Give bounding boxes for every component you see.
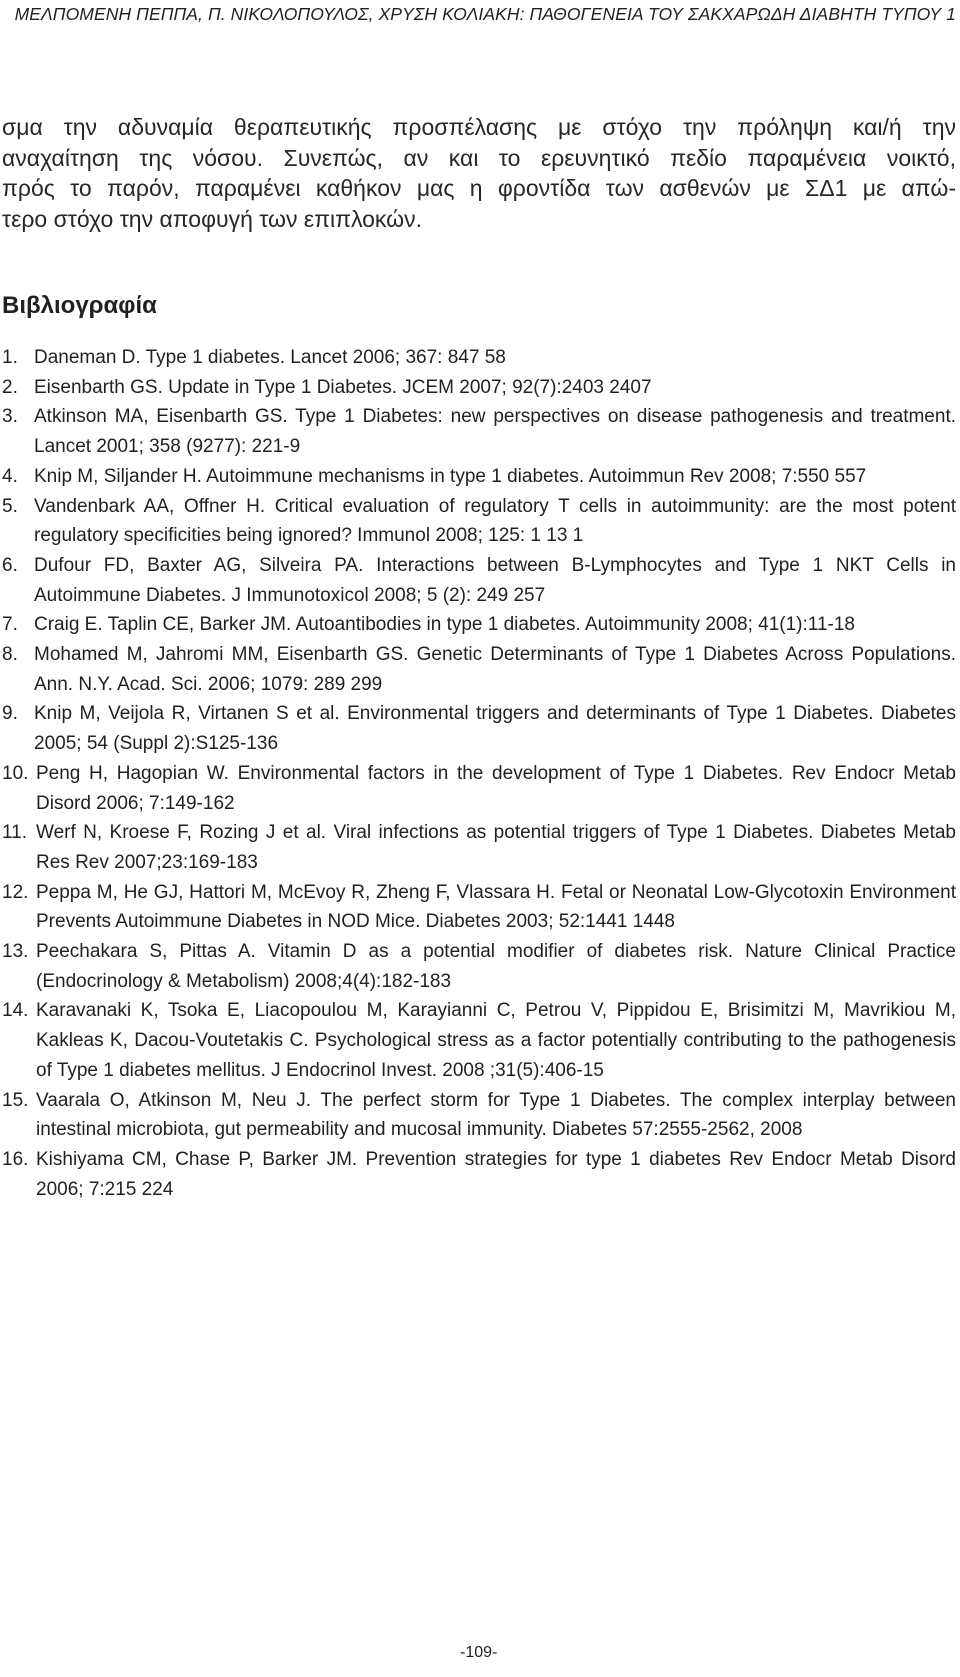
reference-item xyxy=(2,343,956,373)
intro-line: σμα την αδυναμία θεραπευτικής προσπέλασης με στόχο την πρόληψη και/ή την xyxy=(2,114,956,140)
reference-text: Craig E. Taplin CE, Barker JM. Autoantibodies in type 1 diabetes. Autoimmunity 2008; 41(1):11-18 xyxy=(34,614,855,636)
reference-text: Vaarala O, Atkinson M, Neu J. The perfect storm for Type 1 Diabetes. The complex interplay between intestinal microbiota, gut permeability and mucosal immunity. Diabetes 57:2555-2562, 2008 xyxy=(36,1089,956,1141)
reference-text: Karavanaki K, Tsoka E, Liacopoulou M, Karayianni C, Petrou V, Pippidou E, Brisimitzi M, Mavrikiou M, Kakleas K, Dacou-Voutetakis C. Psychological stress as a factor potentially contributing to the pathogenesis of Type 1 diabetes mellitus. J Endocrinol Invest. 2008 ;31(5):406-15 xyxy=(36,1000,956,1081)
reference-text: Vandenbark AA, Offner H. Critical evaluation of regulatory T cells in autoimmunity: are the most potent regulatory specificities being ignored? Immunol 2008; 125: 1 13 1 xyxy=(34,495,956,547)
reference-item xyxy=(2,610,956,640)
reference-number: 11. xyxy=(2,822,28,844)
intro-line: πρός το παρόν, παραμένει καθήκον μας η φροντίδα των ασθενών με ΣΔ1 με απώ- xyxy=(2,175,956,202)
reference-item xyxy=(2,1086,956,1145)
reference-number: 10. xyxy=(2,762,29,784)
reference-text: Peng H, Hagopian W. Environmental factors in the development of Type 1 Diabetes. Rev Endocr Metab Disord 2006; 7:149-162 xyxy=(36,762,956,814)
reference-number: 1. xyxy=(2,347,18,368)
reference-number: 9. xyxy=(2,703,18,725)
intro-line: τερο στόχο την αποφυγή των επιπλοκών. xyxy=(2,205,422,232)
reference-number: 16. xyxy=(2,1148,29,1170)
page-number: -109- xyxy=(460,1644,498,1661)
reference-number: 12. xyxy=(2,881,29,903)
reference-list xyxy=(2,343,956,1204)
reference-item xyxy=(2,878,956,937)
reference-number: 2. xyxy=(2,376,18,398)
reference-item xyxy=(2,1145,956,1204)
reference-number: 13. xyxy=(2,941,29,963)
reference-number: 15. xyxy=(2,1089,29,1111)
reference-item xyxy=(2,937,956,996)
reference-item xyxy=(2,492,956,551)
reference-text: Mohamed M, Jahromi MM, Eisenbarth GS. Genetic Determinants of Type 1 Diabetes Across Populations. Ann. N.Y. Acad. Sci. 2006; 1079: 289 299 xyxy=(34,644,956,695)
reference-text: Eisenbarth GS. Update in Type 1 Diabetes. JCEM 2007; 92(7):2403 2407 xyxy=(34,376,652,398)
intro-paragraph xyxy=(2,112,956,234)
reference-item xyxy=(2,402,956,461)
reference-text: Daneman D. Type 1 diabetes. Lancet 2006; 367: 847 58 xyxy=(34,347,506,368)
reference-item xyxy=(2,373,956,403)
reference-item xyxy=(2,640,956,699)
reference-text: Dufour FD, Baxter AG, Silveira PA. Interactions between B-Lymphocytes and Type 1 NKT Cells in Autoimmune Diabetes. J Immunotoxicol 2008; 5 (2): 249 257 xyxy=(34,554,956,606)
reference-item xyxy=(2,699,956,758)
reference-item xyxy=(2,759,956,818)
running-head: ΜΕΛΠΟΜΕΝΗ ΠΕΠΠΑ, Π. ΝΙΚΟΛΟΠΟΥΛΟΣ, ΧΡΥΣΗ ΚΟΛΙΑΚΗ: ΠΑΘΟΓΕΝΕΙΑ ΤΟΥ ΣΑΚΧΑΡΩΔΗ ΔΙΑΒΗΤΗ ΤΥΠΟΥ 1 xyxy=(14,4,956,24)
reference-text: Knip M, Siljander H. Autoimmune mechanisms in type 1 diabetes. Autoimmun Rev 2008; 7:550 557 xyxy=(34,465,867,487)
reference-number: 4. xyxy=(2,465,18,487)
section-title-bibliography: Βιβλιογραφία xyxy=(2,292,157,319)
intro-line: αναχαίτηση της νόσου. Συνεπώς, αν και το ερευνητικό πεδίο παραμένεια νοικτό, xyxy=(2,144,956,171)
reference-text: Peppa M, He GJ, Hattori M, McEvoy R, Zheng F, Vlassara H. Fetal or Neonatal Low-Glycotoxin Environment Prevents Autoimmune Diabetes in NOD Mice. Diabetes 2003; 52:1441 1448 xyxy=(36,881,956,933)
reference-text: Peechakara S, Pittas A. Vitamin D as a potential modifier of diabetes risk. Nature Clinical Practice (Endocrinology & Metabolism) 2008;4(4):182-183 xyxy=(36,941,956,992)
reference-text: Knip M, Veijola R, Virtanen S et al. Environmental triggers and determinants of Type 1 Diabetes. Diabetes 2005; 54 (Suppl 2):S125-136 xyxy=(34,703,956,755)
reference-number: 6. xyxy=(2,554,18,576)
reference-text: Kishiyama CM, Chase P, Barker JM. Prevention strategies for type 1 diabetes Rev Endocr Metab Disord 2006; 7:215 224 xyxy=(36,1148,956,1200)
reference-number: 5. xyxy=(2,495,18,517)
reference-text: Atkinson MA, Eisenbarth GS. Type 1 Diabetes: new perspectives on disease pathogenesis and treatment. Lancet 2001; 358 (9277): 221-9 xyxy=(34,406,956,458)
reference-number: 3. xyxy=(2,406,18,428)
reference-item xyxy=(2,996,956,1085)
reference-text: Werf N, Kroese F, Rozing J et al. Viral infections as potential triggers of Type 1 Diabetes. Diabetes Metab Res Rev 2007;23:169-183 xyxy=(36,822,956,873)
reference-number: 8. xyxy=(2,644,18,666)
reference-item xyxy=(2,462,956,492)
reference-number: 7. xyxy=(2,614,18,636)
reference-number: 14. xyxy=(2,1000,29,1022)
reference-item xyxy=(2,551,956,610)
reference-item xyxy=(2,818,956,877)
